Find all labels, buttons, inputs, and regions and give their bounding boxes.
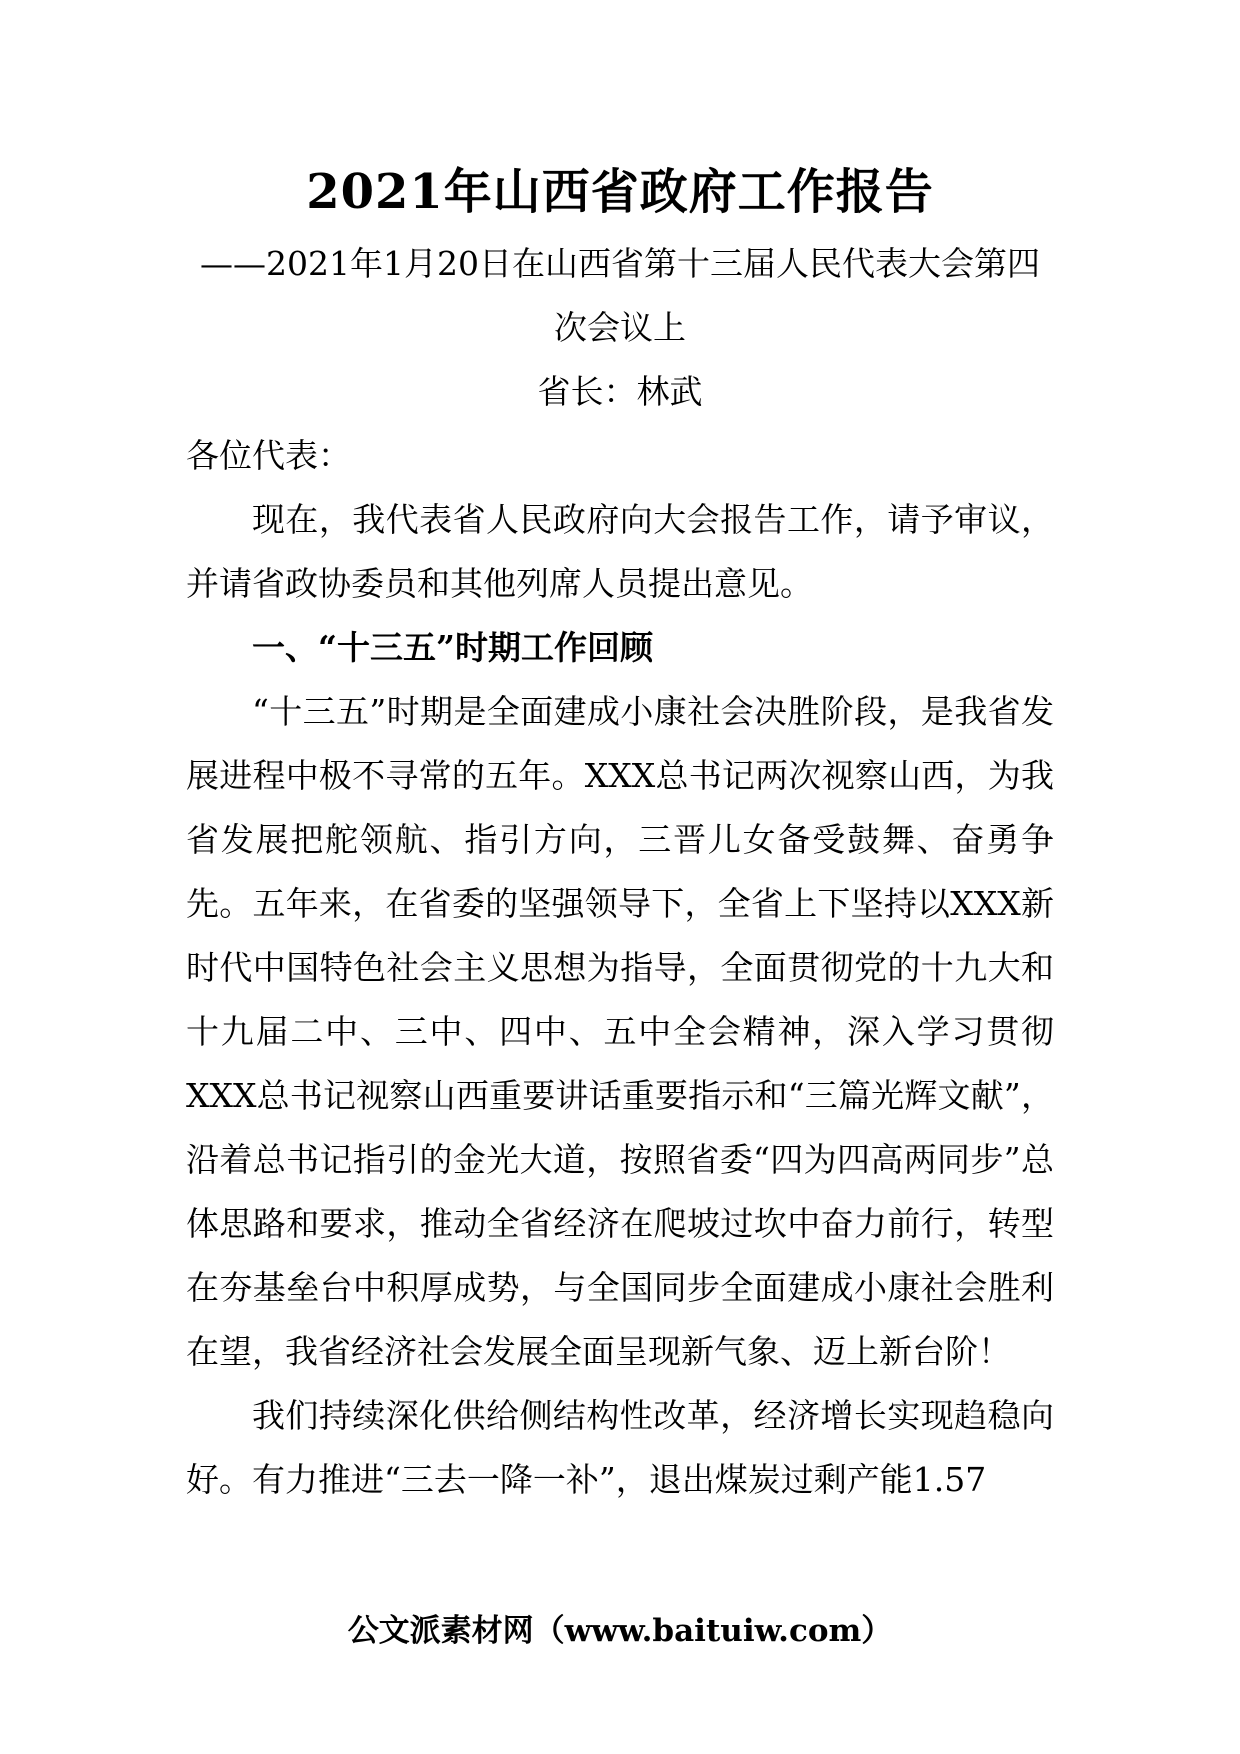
body-paragraph: “十三五”时期是全面建成小康社会决胜阶段，是我省发展进程中极不寻常的五年。XXX总书记两次视察山西，为我省发展把舵领航、指引方向，三晋儿女备受鼓舞、奋勇争先。五年来，在省委的坚强领导下，全省上下坚持以XXX新时代中国特色社会主义思想为指导，全面贯彻党的十九大和十九届二中、三中、四中、五中全会精神，深入学习贯彻XXX总书记视察山西重要讲话重要指示和“三篇光辉文献”，沿着总书记指引的金光大道，按照省委“四为四高两同步”总体思路和要求，推动全省经济在爬坡过坎中奋力前行，转型在夯基垒台中积厚成势，与全国同步全面建成小康社会胜利在望，我省经济社会发展全面呈现新气象、迈上新台阶！ (186, 692, 1054, 1371)
body-paragraph: 我们持续深化供给侧结构性改革，经济增长实现趋稳向好。有力推进“三去一降一补”，退出煤炭过剩产能1.57 (186, 1396, 1054, 1499)
document-subtitle: ——2021年1月20日在山西省第十三届人民代表大会第四次会议上 (200, 244, 1040, 347)
footer-watermark: 公文派素材网（www.baituiw.com） (347, 1613, 893, 1649)
document-body (186, 424, 1054, 1512)
document-title: 2021年山西省政府工作报告 (306, 164, 934, 220)
section-heading: 一、“十三五”时期工作回顾 (252, 628, 653, 667)
document-author: 省长：林武 (537, 372, 703, 411)
body-paragraph: 现在，我代表省人民政府向大会报告工作，请予审议，并请省政协委员和其他列席人员提出意见。 (186, 500, 1054, 603)
salutation: 各位代表： (186, 436, 351, 475)
